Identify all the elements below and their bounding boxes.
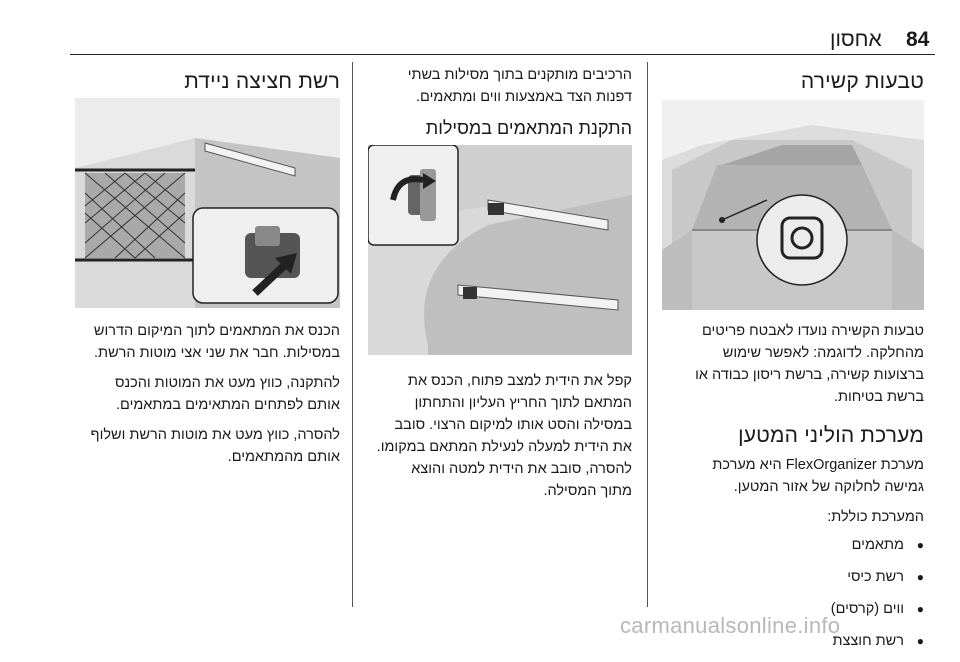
middle-column-text: [368, 370, 632, 502]
adapter-step-line-4: את הידית למעלה לנעילת המתאם במקומו.: [376, 439, 632, 455]
system-includes-label: המערכת כוללת:: [827, 509, 924, 525]
partition-net-figure: [75, 98, 340, 308]
partition-net-heading: רשת חציצה ניידת: [184, 70, 340, 93]
column-divider-left: [352, 62, 353, 607]
adapter-install-heading: התקנת המתאמים במסילות: [425, 118, 632, 138]
net-para2-line-2: אותם לפתחים המתאימים במתאמים.: [116, 397, 340, 413]
page-header: [70, 28, 935, 56]
header-rule: [70, 54, 935, 55]
net-para1-line-1: הכנס את המתאמים לתוך המיקום הדרוש: [93, 323, 340, 339]
adapter-install-figure: [368, 145, 632, 355]
tie-down-line-4: ברשת בטיחות.: [833, 389, 924, 405]
adapter-step-line-1: קפל את הידית למצב פתוח, הכנס את: [407, 373, 632, 389]
net-para3-line-1: להסרה, כווץ מעט את מוטות הרשת ושלוף: [90, 427, 340, 443]
net-para1-line-2: במסילות. חבר את שני אצי מוטות הרשת.: [94, 345, 340, 361]
list-item: ● ווים (קרסים): [662, 598, 924, 620]
tie-down-line-3: ברצועות קשירה, ברשת ריסון כבודה או: [695, 367, 924, 383]
tie-down-ring-figure: [662, 100, 924, 310]
site-watermark: carmanualsonline.info: [620, 613, 841, 638]
components-intro-line-1: הרכיבים מותקנים בתוך מסילות בשתי: [407, 67, 632, 83]
left-column: [75, 64, 340, 94]
page-number: 84: [906, 28, 930, 51]
components-intro-line-2: דפנות הצד באמצעות ווים ומתאמים.: [416, 89, 632, 105]
right-column: [662, 64, 924, 94]
middle-column: [368, 64, 632, 139]
adapter-step-line-3: במסילה והסט אותו למיקום הרצוי. סובב: [394, 417, 632, 433]
adapter-step-line-2: המתאם לתוך החריץ העליון והתחתון: [414, 395, 632, 411]
adapter-step-line-5: להסרה, סובב את הידית למטה והוצא: [411, 461, 632, 477]
section-title: אחסון: [830, 28, 882, 51]
adapter-step-line-6: מתוך המסילה.: [543, 483, 632, 499]
tie-down-line-2: מהחלקה. לדוגמה: לאפשר שימוש: [722, 345, 924, 361]
net-para3-line-2: אותם מהמתאמים.: [227, 449, 340, 465]
list-item: ● מתאמים: [662, 534, 924, 556]
flexorganizer-line-1: מערכת FlexOrganizer היא מערכת: [712, 457, 924, 473]
column-divider-right: [647, 62, 648, 607]
list-item: ● רשת חוצצת: [662, 630, 924, 652]
right-column-text: [662, 320, 924, 662]
tie-down-rings-heading: טבעות קשירה: [800, 70, 924, 93]
net-para2-line-1: להתקנה, כווץ מעט את המוטות והכנס: [114, 375, 340, 391]
left-column-text: [75, 320, 340, 468]
cargo-management-heading: מערכת הוליני המטען: [738, 424, 924, 447]
list-item: ● רשת כיסי: [662, 566, 924, 588]
tie-down-line-1: טבעות הקשירה נועדו לאבטח פריטים: [701, 323, 924, 339]
flexorganizer-line-2: גמישה לחלוקה של אזור המטען.: [733, 479, 924, 495]
